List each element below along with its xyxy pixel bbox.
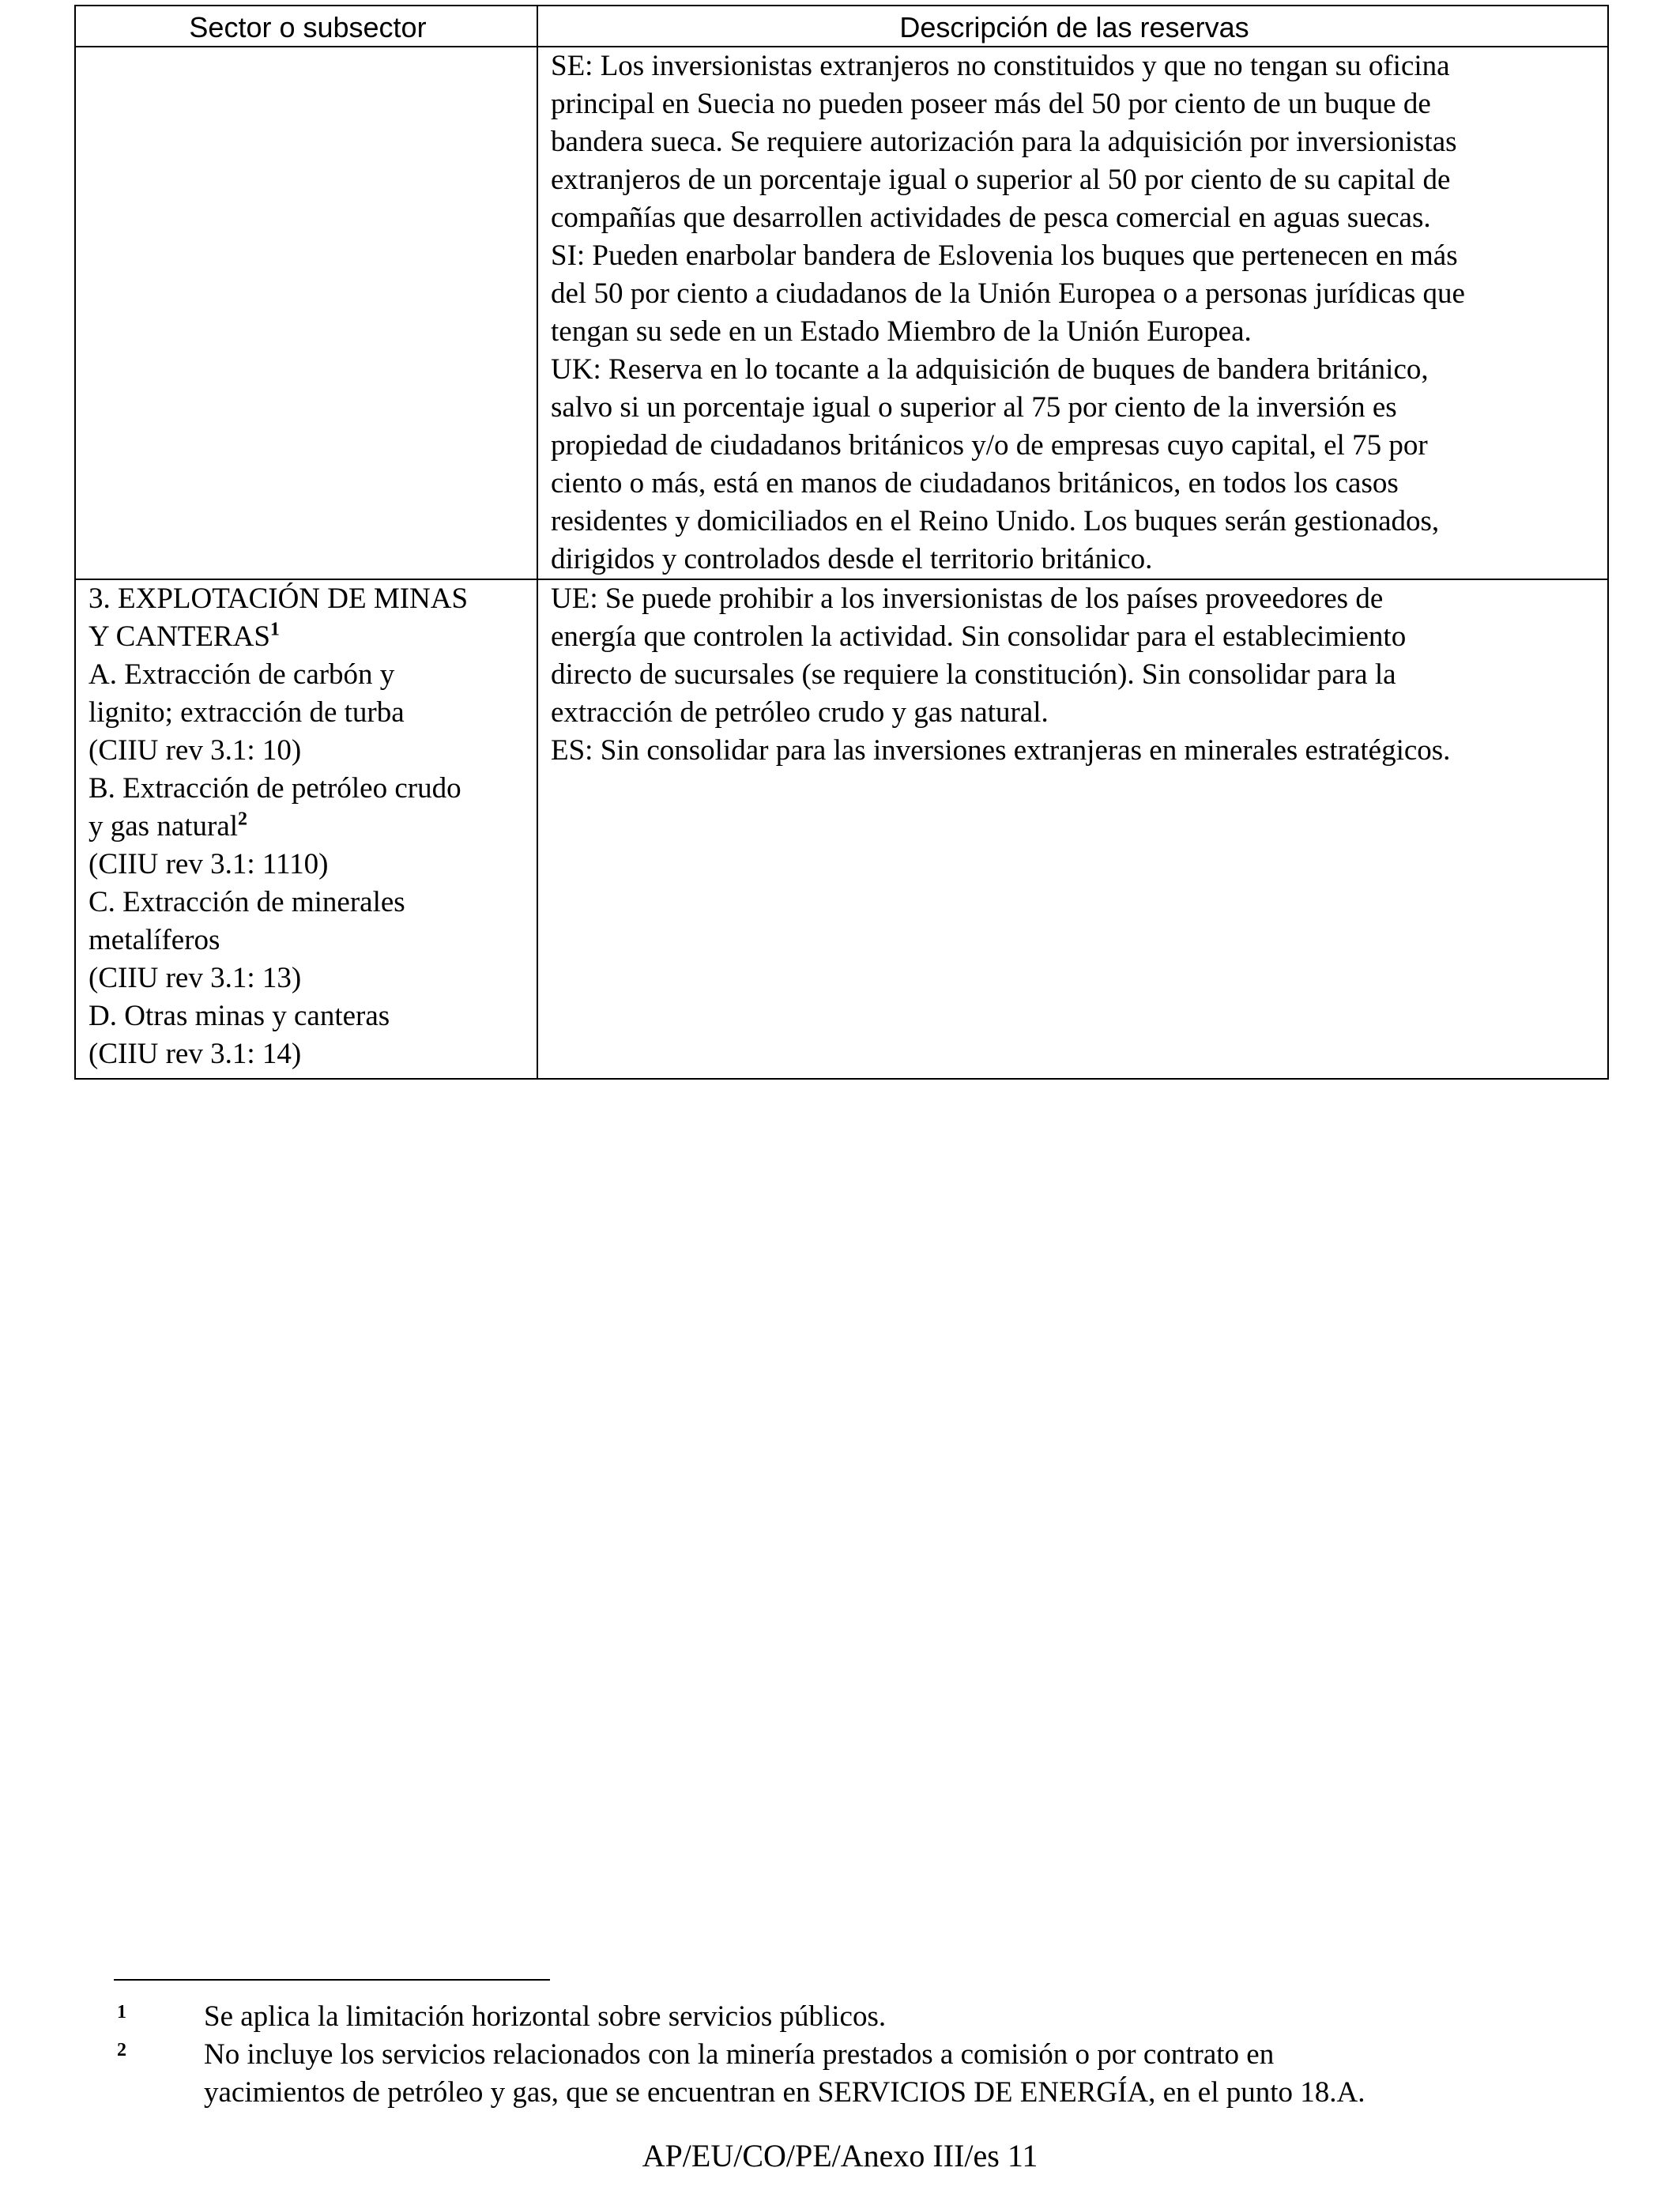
header-sector: Sector o subsector [75,6,537,47]
sector-line: A. Extracción de carbón y [89,658,395,691]
footnote-text: No incluye los servicios relacionados con la minería prestados a comisión o por contrato en [204,2038,1275,2071]
sector-cell [75,579,537,1079]
footnote-number: 2 [117,2040,126,2060]
footnote-text: yacimientos de petróleo y gas, que se encuentran en SERVICIOS DE ENERGÍA, en el punto 18.A. [204,2076,1365,2109]
reservation-uk [551,351,1598,579]
header-description: Descripción de las reservas [537,6,1608,47]
footnote-ref-2[interactable]: 2 [238,809,248,830]
footnote-separator [114,1979,550,1981]
sector-line: C. Extracción de minerales [89,886,405,918]
sector-title-line: 3. EXPLOTACIÓN DE MINAS [89,582,469,615]
text-line: propiedad de ciudadanos británicos y/o de empresas cuyo capital, el 75 por [551,429,1428,462]
sector-line: metalíferos [89,924,220,956]
sector-title-text: Y CANTERAS [89,620,270,653]
text-line: SE: Los inversionistas extranjeros no constituidos y que no tengan su oficina [551,50,1450,82]
page-identifier: AP/EU/CO/PE/Anexo III/es 11 [642,2138,1038,2173]
text-line: del 50 por ciento a ciudadanos de la Unión Europea o a personas jurídicas que [551,277,1465,310]
sector-line: (CIIU rev 3.1: 1110) [89,848,329,880]
text-line: energía que controlen la actividad. Sin consolidar para el establecimiento [551,620,1407,653]
sector-line: (CIIU rev 3.1: 14) [89,1038,302,1070]
text-line: principal en Suecia no pueden poseer más del 50 por ciento de un buque de [551,88,1431,120]
sector-text: y gas natural [89,810,239,843]
footnote-number: 1 [117,2002,126,2022]
text-line: UK: Reserva en lo tocante a la adquisición de buques de bandera británico, [551,353,1429,386]
sector-line: D. Otras minas y canteras [89,1000,390,1032]
reservation-ue [551,580,1598,732]
sector-line: lignito; extracción de turba [89,696,405,729]
text-line: directo de sucursales (se requiere la constitución). Sin consolidar para la [551,658,1396,691]
footnote-ref-1[interactable]: 1 [269,619,280,640]
text-line: bandera sueca. Se requiere autorización para la adquisición por inversionistas [551,126,1457,158]
footnote-1 [114,1998,1599,2036]
table-header-row [75,6,1608,47]
text-line: extracción de petróleo crudo y gas natural. [551,696,1049,729]
sector-line: (CIIU rev 3.1: 13) [89,962,302,994]
table-row [75,47,1608,579]
text-line: UE: Se puede prohibir a los inversionistas de los países proveedores de [551,582,1384,615]
footnote-2 [114,2036,1599,2112]
text-line: ciento o más, está en manos de ciudadanos británicos, en todos los casos [551,467,1399,499]
text-line: compañías que desarrollen actividades de pesca comercial en aguas suecas. [551,202,1431,234]
text-line: dirigidos y controlados desde el territorio británico. [551,543,1153,575]
text-line: salvo si un porcentaje igual o superior al 75 por ciento de la inversión es [551,391,1397,424]
description-cell [537,47,1608,579]
reservations-table [74,5,1609,1080]
text-line: residentes y domiciliados en el Reino Unido. Los buques serán gestionados, [551,505,1440,537]
sector-line: (CIIU rev 3.1: 10) [89,734,302,767]
text-line: ES: Sin consolidar para las inversiones extranjeras en minerales estratégicos. [551,734,1451,767]
text-line: tengan su sede en un Estado Miembro de la Unión Europea. [551,315,1252,348]
text-line: SI: Pueden enarbolar bandera de Eslovenia los buques que pertenecen en más [551,239,1458,272]
sector-line [89,808,527,846]
reservation-si [551,237,1598,351]
sector-line: B. Extracción de petróleo crudo [89,772,461,805]
reservation-se [551,47,1598,237]
text-line: extranjeros de un porcentaje igual o superior al 50 por ciento de su capital de [551,164,1451,196]
reservation-es [551,732,1598,770]
sector-title-line [89,618,527,656]
footnotes [114,1998,1599,2112]
sector-cell [75,47,537,579]
footnote-text: Se aplica la limitación horizontal sobre servicios públicos. [204,2000,887,2033]
description-cell [537,579,1608,1079]
table-row [75,579,1608,1079]
